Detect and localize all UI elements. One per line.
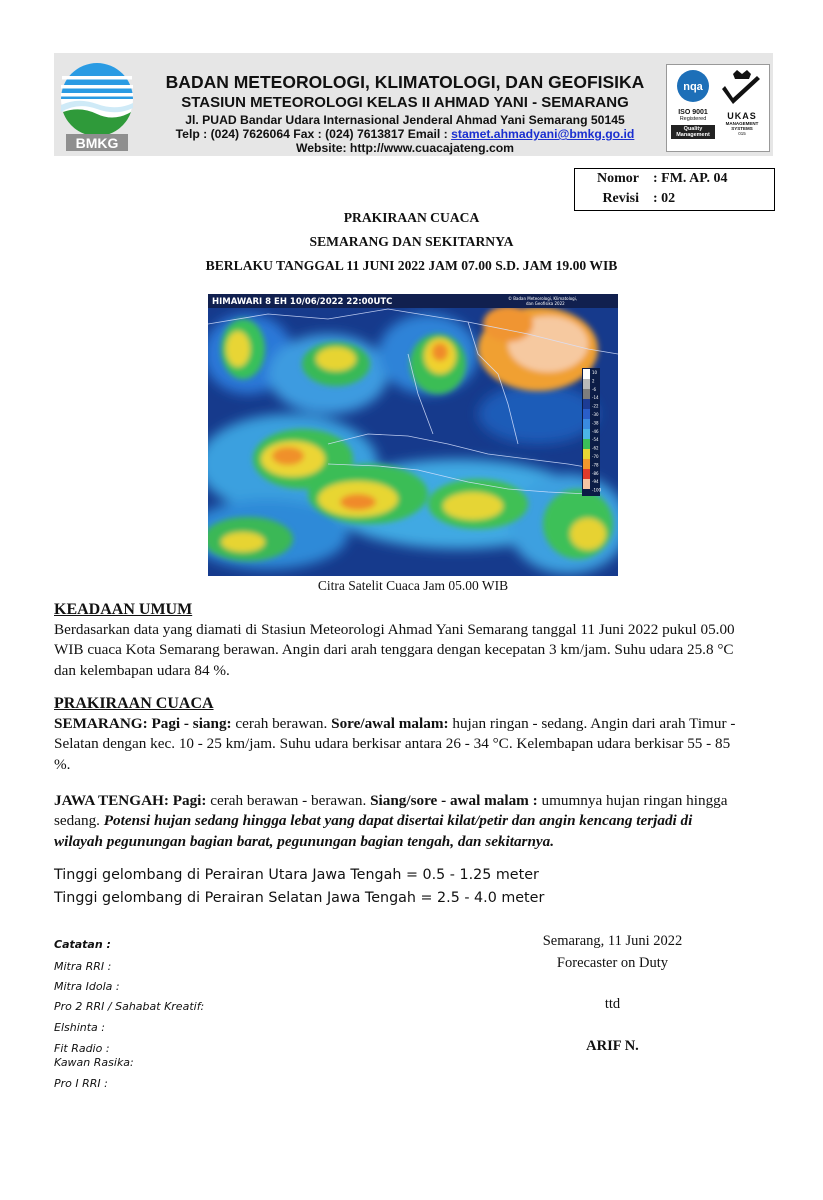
iso-text: ISO 9001 <box>678 109 708 116</box>
jateng-label: JAWA TENGAH: <box>54 792 169 809</box>
ukas-sub2: SYSTEMS <box>731 126 753 131</box>
doc-title: PRAKIRAAN CUACA <box>343 210 480 225</box>
crown-check-icon <box>719 68 765 106</box>
contact-line <box>140 127 670 141</box>
catatan-item: Mitra Idola : <box>54 980 120 993</box>
keadaan-line-3: dan kelembapan udara 84 %. <box>54 661 230 679</box>
scale-label: -94 <box>592 479 599 485</box>
jateng-pagi-label: Pagi: <box>172 792 207 809</box>
certification-badges <box>666 64 770 152</box>
pagi-siang-label: Pagi - siang: <box>151 715 232 732</box>
catatan-item: Pro I RRI : <box>54 1077 108 1090</box>
catatan-item: Fit Radio : <box>54 1042 110 1055</box>
scale-label: -22 <box>592 403 599 409</box>
sore-label: Sore/awal malam: <box>331 715 449 732</box>
prakiraan-heading: PRAKIRAAN CUACA <box>54 695 214 712</box>
semarang-line-2: Selatan dengan kec. 10 - 25 km/jam. Suhu udara berkisar antara 26 - 34 °C. Kelembapan udara berkisar 55 - 85 <box>54 735 731 753</box>
station-address: Jl. PUAD Bandar Udara Internasional Jenderal Ahmad Yani Semarang 50145 <box>185 113 625 127</box>
satellite-header: HIMAWARI 8 EH 10/06/2022 22:00UTC <box>212 297 393 307</box>
scale-label: 10 <box>592 370 598 375</box>
scale-label: -38 <box>592 420 599 426</box>
scale-label: -46 <box>592 428 599 434</box>
logo-text: BMKG <box>75 135 119 151</box>
keadaan-umum-text <box>54 620 769 681</box>
catatan-item: Mitra RRI : <box>54 960 112 973</box>
keadaan-line-1: Berdasarkan data yang diamati di Stasiun Meteorologi Ahmad Yani Semarang tanggal 11 Juni 2022 pukul 05.00 <box>54 621 735 638</box>
ukas-text: UKAS <box>727 111 757 121</box>
website[interactable]: Website: http://www.cuacajateng.com <box>295 141 515 155</box>
signature-role: Forecaster on Duty <box>556 955 669 971</box>
satellite-credit-2: dan Geofisika 2022 <box>526 301 565 306</box>
email-link[interactable]: stamet.ahmadyani@bmkg.go.id <box>451 127 635 141</box>
quality-text: Quality <box>683 126 703 132</box>
catatan-item: Pro 2 RRI / Sahabat Kreatif: <box>54 1000 205 1013</box>
revisi-row <box>575 189 774 209</box>
ukas-badge <box>719 68 765 148</box>
nomor-row <box>575 169 774 189</box>
jateng-line-2-warning: Potensi hujan sedang hingga lebat yang dapat disertai kilat/petir dan angin kencang terjadi di <box>103 812 693 830</box>
bmkg-logo <box>58 60 136 152</box>
management-text: Management <box>676 132 710 138</box>
scale-label: -6 <box>592 386 596 392</box>
nomor-label: Nomor <box>597 171 639 186</box>
jateng-line-2-plain: sedang. <box>54 812 104 830</box>
jateng-forecast <box>54 791 769 852</box>
scale-label: -14 <box>592 395 599 401</box>
scale-label: -62 <box>592 445 599 451</box>
scale-label: -78 <box>592 462 599 468</box>
signature-ttd: ttd <box>604 996 621 1012</box>
semarang-label: SEMARANG: <box>54 715 148 732</box>
jateng-pagi-text: cerah berawan - berawan. <box>206 792 371 809</box>
jateng-line-3-warning: wilayah pegunungan bagian barat, pegunungan bagian tengah, dan sekitarnya. <box>54 832 555 850</box>
station-name: STASIUN METEOROLOGI KELAS II AHMAD YANI - SEMARANG <box>181 94 629 111</box>
color-scale <box>582 368 602 496</box>
sore-text: hujan ringan - sedang. Angin dari arah Timur - <box>448 715 736 732</box>
nqa-text: nqa <box>683 81 703 93</box>
agency-name: BADAN METEOROLOGI, KLIMATOLOGI, DAN GEOFISIKA <box>165 72 645 92</box>
scale-label: -70 <box>592 454 599 459</box>
nomor-value: : FM. AP. 04 <box>653 171 728 186</box>
scale-label: -54 <box>592 437 599 443</box>
scale-label: -86 <box>592 470 599 476</box>
scale-label: -30 <box>592 412 599 417</box>
satellite-image <box>208 294 618 576</box>
scale-label: -100 <box>592 487 602 493</box>
scale-label: 2 <box>592 378 595 384</box>
wave-north: Tinggi gelombang di Perairan Utara Jawa Tengah = 0.5 - 1.25 meter <box>54 867 539 883</box>
semarang-line-3: %. <box>54 755 71 773</box>
doc-subtitle: SEMARANG DAN SEKITARNYA <box>309 234 514 249</box>
signature-name: ARIF N. <box>586 1038 639 1054</box>
validity-period: BERLAKU TANGGAL 11 JUNI 2022 JAM 07.00 S.D. JAM 19.00 WIB <box>205 258 618 273</box>
keadaan-umum-heading: KEADAAN UMUM <box>54 601 193 618</box>
jateng-siang-text: umumnya hujan ringan hingga <box>537 792 728 809</box>
semarang-forecast <box>54 714 769 775</box>
phone-fax: Telp : (024) 7626064 Fax : (024) 7613817 Email : <box>175 127 452 141</box>
keadaan-line-2: WIB cuaca Kota Semarang berawan. Angin dari arah tenggara dengan kecepatan 3 km/jam. Suhu udara 25.8 °C <box>54 641 734 659</box>
signature-place-date: Semarang, 11 Juni 2022 <box>542 933 683 949</box>
catatan-heading: Catatan : <box>54 938 111 951</box>
nqa-badge <box>671 68 715 148</box>
revisi-value: : 02 <box>653 191 676 206</box>
ukas-num: 015 <box>738 131 746 136</box>
nqa-globe-icon <box>671 68 715 104</box>
wave-south: Tinggi gelombang di Perairan Selatan Jawa Tengah = 2.5 - 4.0 meter <box>54 890 545 906</box>
catatan-item: Elshinta : <box>54 1021 105 1034</box>
revisi-label: Revisi <box>602 191 639 206</box>
catatan-item: Kawan Rasika: <box>54 1056 134 1069</box>
pagi-siang-text: cerah berawan. <box>231 715 332 732</box>
doc-info-box <box>574 168 775 211</box>
satellite-caption: Citra Satelit Cuaca Jam 05.00 WIB <box>317 578 509 593</box>
registered-text: Registered <box>679 116 707 122</box>
jateng-siang-label: Siang/sore - awal malam : <box>370 792 538 809</box>
satellite-credit: © Badan Meteorologi, Klimatologi, <box>508 296 578 301</box>
ukas-sub1: MANAGEMENT <box>725 121 759 126</box>
